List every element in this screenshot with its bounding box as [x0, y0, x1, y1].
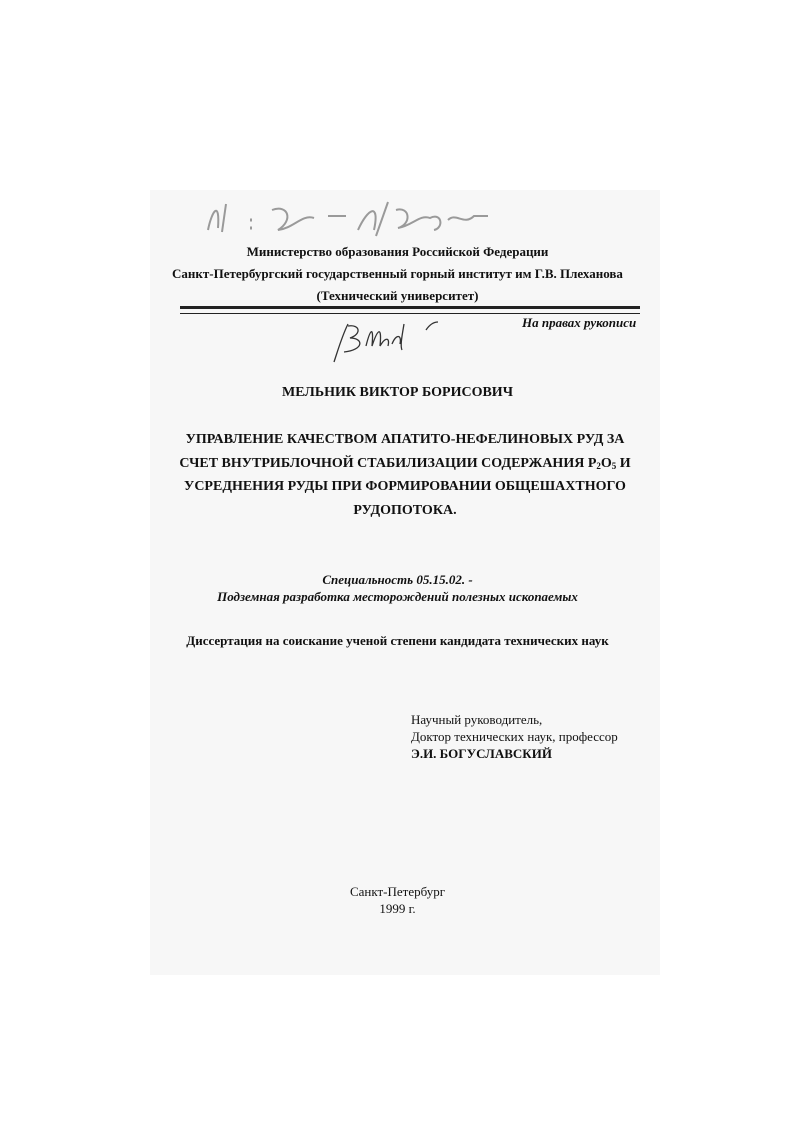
specialty-name: Подземная разработка месторождений полезных ископаемых — [217, 589, 578, 604]
title-line: СЧЕТ ВНУТРИБЛОЧНОЙ СТАБИЛИЗАЦИИ СОДЕРЖАНИЯ $Р_2О_5$ И — [179, 455, 631, 471]
university-heading: (Технический университет) — [316, 288, 479, 303]
city: Санкт-Петербург — [349, 884, 446, 899]
author-name: МЕЛЬНИК ВИКТОР БОРИСОВИЧ — [282, 385, 513, 400]
year: 1999 г. — [379, 901, 416, 916]
header-rule-thin — [180, 313, 640, 314]
title-line: УПРАВЛЕНИЕ КАЧЕСТВОМ АПАТИТО-НЕФЕЛИНОВЫХ РУД ЗА — [185, 432, 625, 447]
header-rule-thick — [180, 306, 640, 309]
handwritten-signature — [330, 316, 450, 366]
advisor-name: Э.И. БОГУСЛАВСКИЙ — [411, 746, 552, 761]
advisor-role: Научный руководитель, — [411, 712, 543, 727]
ministry-heading: Министерство образования Российской Федерации — [246, 244, 549, 259]
title-line: РУДОПОТОКА. — [353, 502, 457, 518]
rights-note: На правах рукописи — [522, 315, 637, 330]
advisor-degree: Доктор технических наук, профессор — [411, 729, 618, 744]
institute-heading: Санкт-Петербургский государственный горный институт им Г.В. Плеханова — [172, 266, 623, 281]
specialty-code: Специальность 05.15.02. - — [322, 572, 473, 587]
advisor-block — [411, 711, 618, 762]
degree-statement: Диссертация на соискание ученой степени кандидата технических наук — [186, 633, 609, 648]
dissertation-title — [170, 428, 640, 522]
title-line: УСРЕДНЕНИЯ РУДЫ ПРИ ФОРМИРОВАНИИ ОБЩЕШАХТНОГО — [184, 479, 626, 494]
handwritten-registration-note — [198, 190, 498, 246]
